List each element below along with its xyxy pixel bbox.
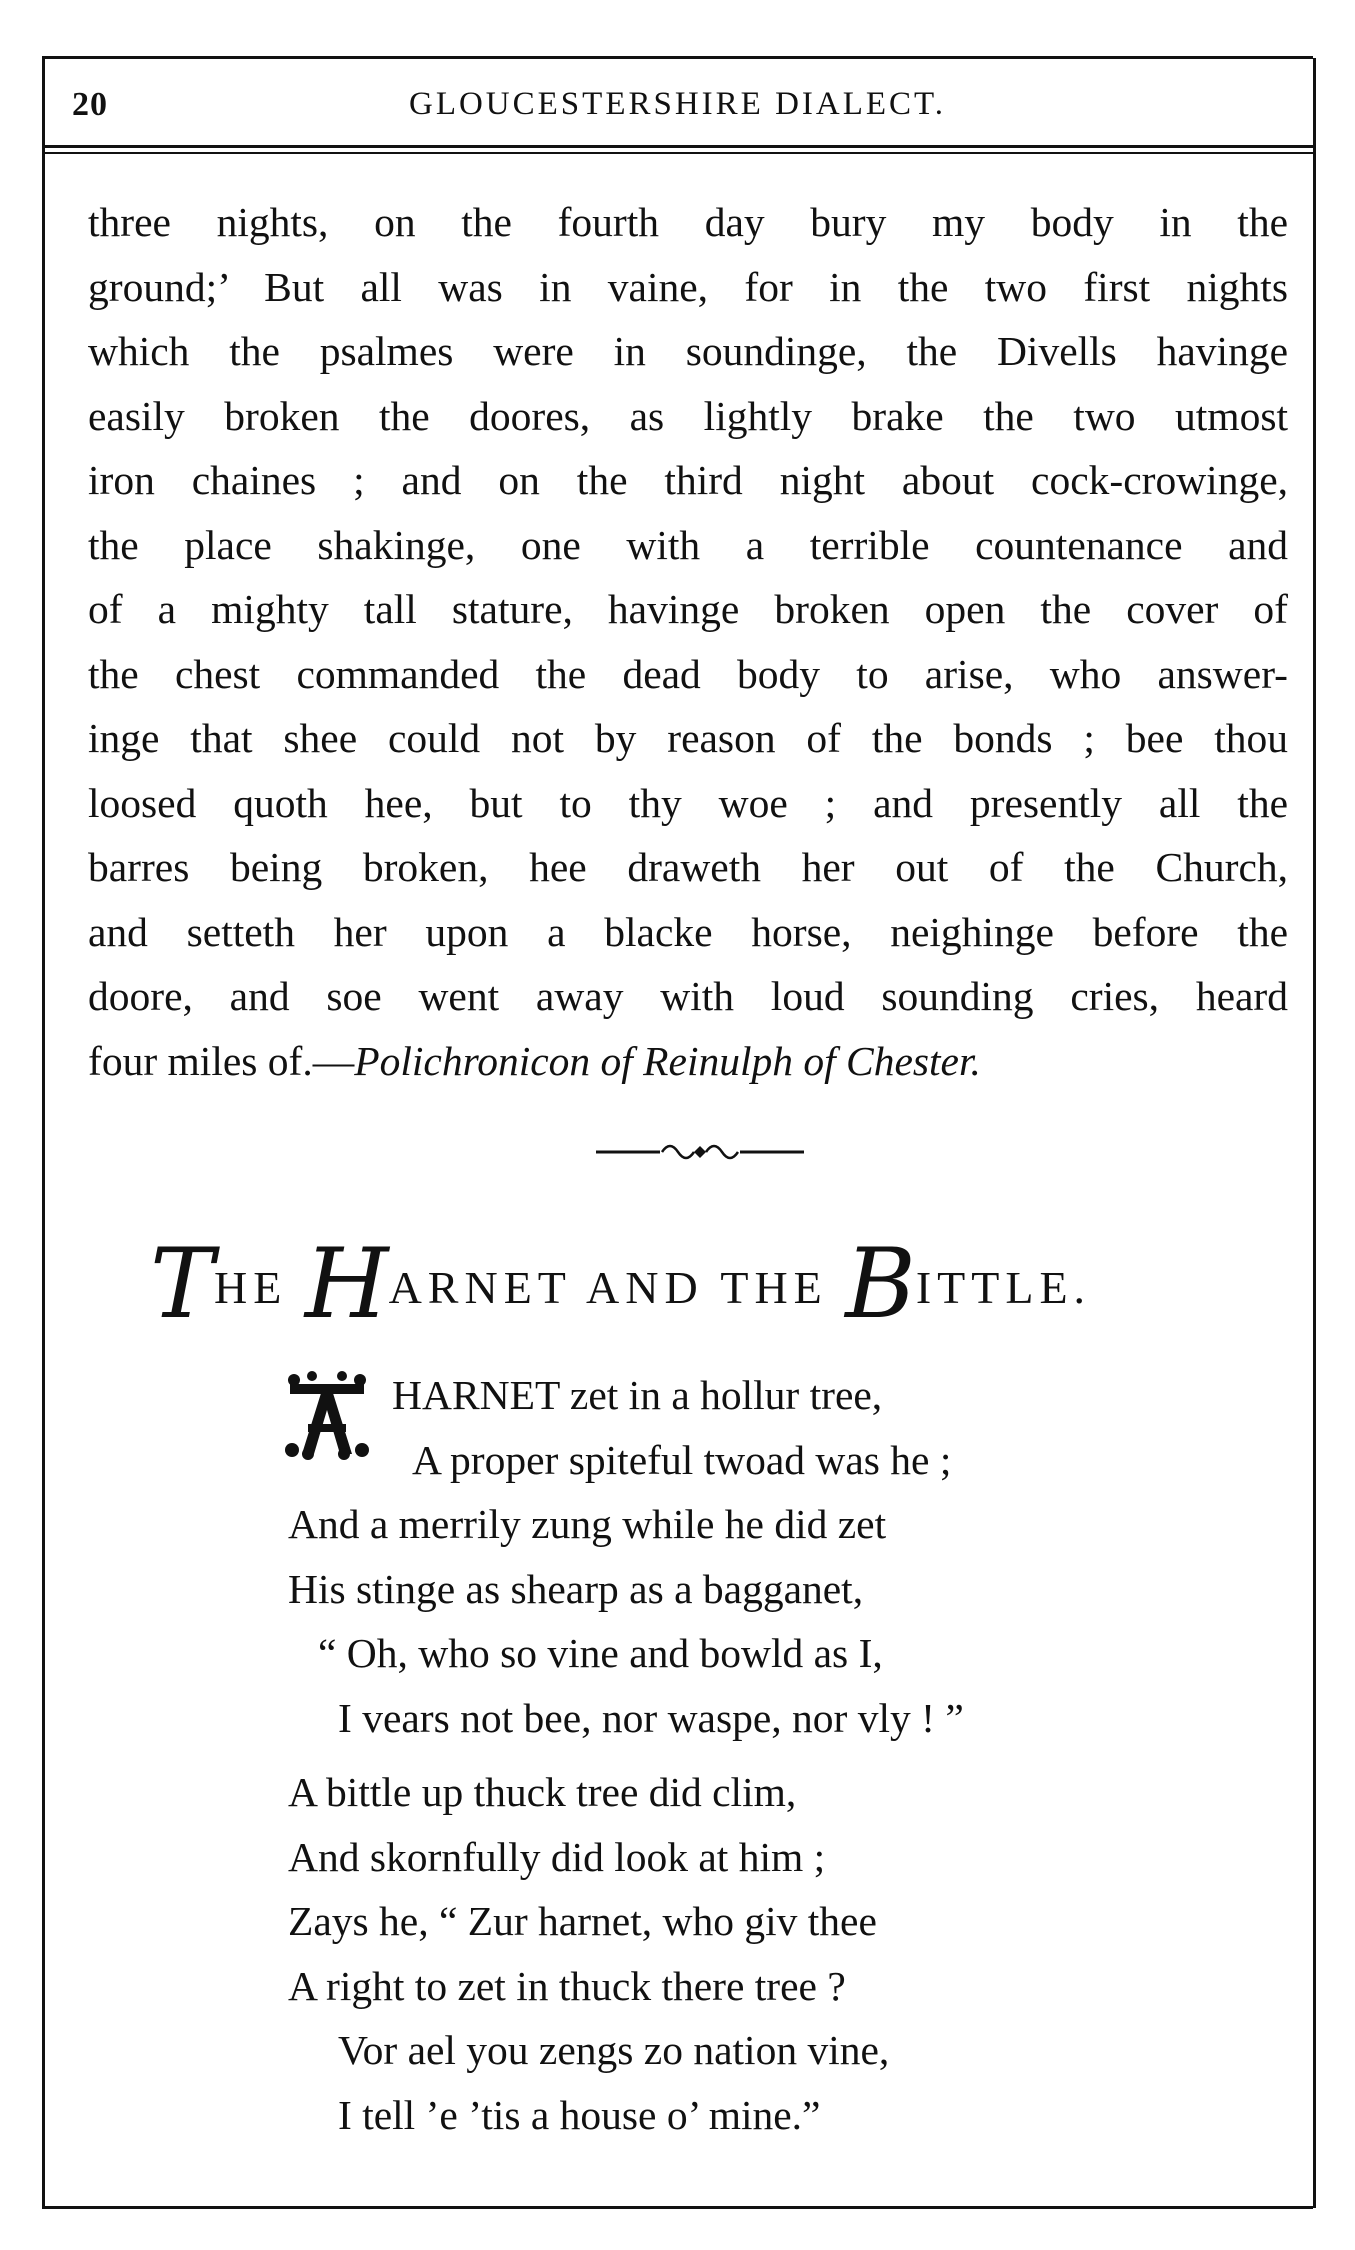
title-text: ITTLE. (915, 1262, 1092, 1313)
running-title: GLOUCESTERSHIRE DIALECT. (408, 86, 947, 122)
title-initial: T (150, 1228, 215, 1340)
section-ornament-icon (590, 1132, 810, 1172)
poem-body (288, 1363, 1188, 2147)
poem-line: “ Oh, who so vine and bowld as I, (318, 1630, 883, 1676)
page-number: 20 (72, 86, 108, 123)
prose-line: inge that shee could not by reason of the bonds ; bee thou (88, 715, 1288, 761)
prose-line: easily broken the doores, as lightly brake the two utmost (88, 392, 1288, 439)
poem-line: A bittle up thuck tree did clim, (288, 1769, 797, 1815)
poem-line: A right to zet in thuck there tree ? (288, 1962, 846, 2009)
poem-title (150, 1228, 1230, 1338)
page-header (42, 60, 1313, 144)
prose-last-line (88, 1029, 1288, 1094)
prose-line: three nights, on the fourth day bury my body in the (88, 199, 1288, 245)
prose-line: and setteth her upon a blacke horse, neighinge before the (88, 908, 1288, 955)
title-text: HE (214, 1262, 305, 1313)
prose-line: doore, and soe went away with loud sounding cries, heard (88, 973, 1288, 1019)
title-text: ARNET AND THE (388, 1262, 846, 1313)
drop-cap-letter: A (326, 1438, 328, 1439)
prose-line: the chest commanded the dead body to arise, who answer- (88, 650, 1288, 697)
title-initial: H (304, 1228, 389, 1340)
prose-line: loosed quoth hee, but to thy woe ; and presently all the (88, 779, 1288, 826)
citation: Polichronicon of Reinulph of Chester. (354, 1037, 981, 1084)
poem-line: And skornfully did look at him ; (288, 1833, 826, 1880)
prose-line: of a mighty tall stature, havinge broken open the cover of (88, 586, 1288, 632)
poem-line: A proper spiteful twoad was he ; (412, 1436, 952, 1483)
title-initial: B (845, 1228, 916, 1340)
poem-line: Vor ael you zengs zo nation vine, (338, 2027, 890, 2073)
prose-last-line-text: four miles of.— (88, 1037, 355, 1084)
poem-line: HARNET zet in a hollur tree, (392, 1372, 883, 1418)
poem-line: I vears not bee, nor waspe, nor vly ! ” (338, 1694, 964, 1741)
header-rule-thin (42, 152, 1313, 154)
bottom-border-rule (42, 2206, 1313, 2209)
prose-passage (88, 190, 1288, 1093)
poem-line: Zays he, “ Zur harnet, who giv thee (288, 1898, 877, 1944)
header-rule-thick (42, 145, 1313, 148)
stanza-break (288, 1750, 1188, 1760)
poem-line: His stinge as shearp as a bagganet, (288, 1565, 864, 1612)
prose-line: iron chaines ; and on the third night about cock-crowinge, (88, 457, 1288, 503)
poem-line: And a merrily zung while he did zet (288, 1501, 887, 1547)
prose-line: which the psalmes were in soundinge, the Divells havinge (88, 328, 1288, 374)
prose-line: barres being broken, hee draweth her out of the Church, (88, 844, 1288, 890)
poem-line: I tell ’e ’tis a house o’ mine.” (338, 2091, 821, 2138)
prose-line: the place shakinge, one with a terrible countenance and (88, 521, 1288, 568)
prose-line: ground;’ But all was in vaine, for in the two first nights (88, 263, 1288, 310)
